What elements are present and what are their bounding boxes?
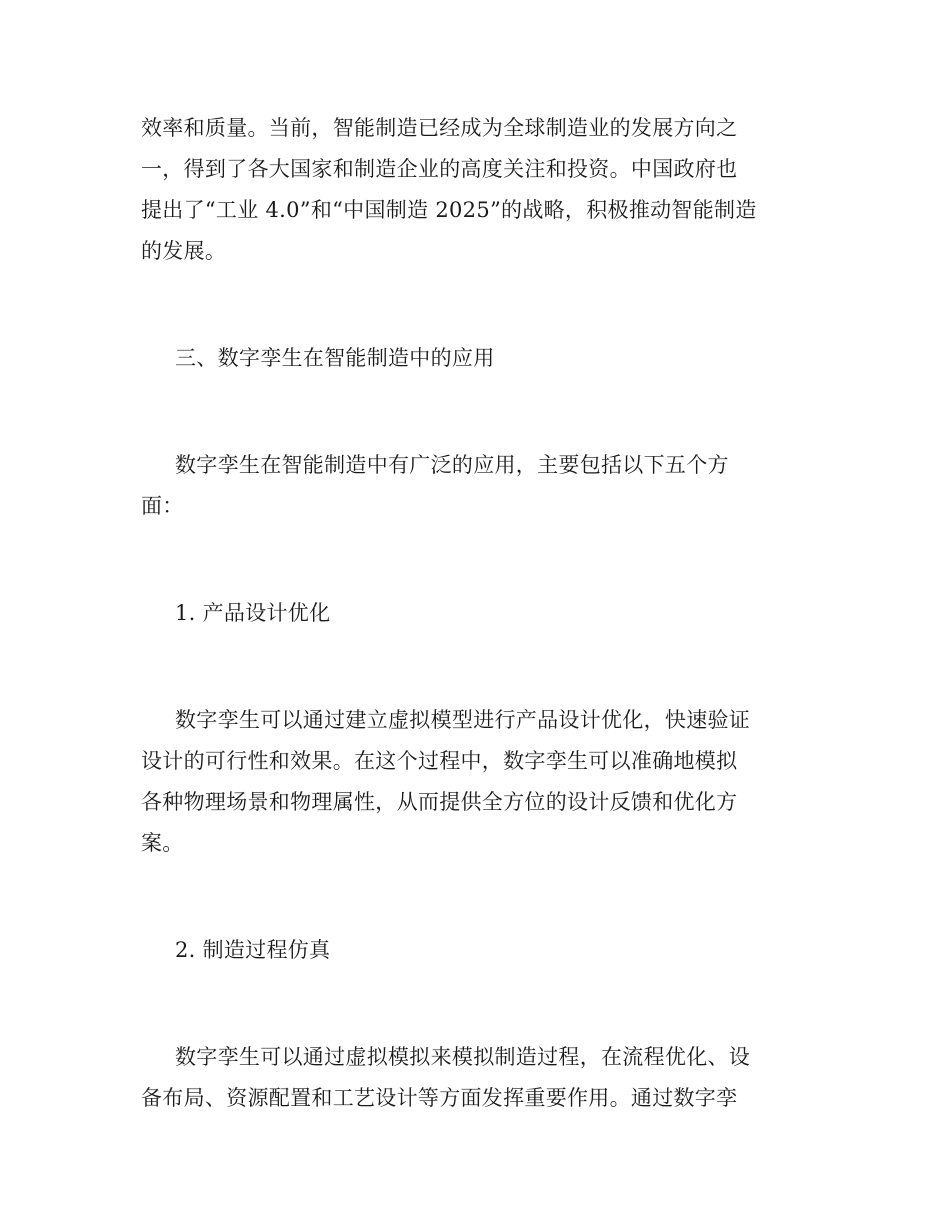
text-line: 备布局、资源配置和工艺设计等方面发挥重要作用。通过数字孪	[141, 1086, 738, 1110]
text-line: 各种物理场景和物理属性，从而提供全方位的设计反馈和优化方	[141, 790, 738, 814]
text-line: 案。	[141, 831, 184, 855]
paragraph-process-simulation	[141, 1037, 809, 1119]
text-line: 设计的可行性和效果。在这个过程中，数字孪生可以准确地模拟	[141, 749, 738, 773]
paragraph-applications	[141, 445, 809, 527]
text-line: 一，得到了各大国家和制造企业的高度关注和投资。中国政府也	[141, 157, 738, 181]
subheading-product-design: 1. 产品设计优化	[175, 601, 331, 625]
text-line: 数字孪生可以通过虚拟模拟来模拟制造过程，在流程优化、设	[175, 1045, 751, 1069]
text-line: 提出了“工业 4.0”和“中国制造 2025”的战略，积极推动智能制造	[141, 198, 757, 222]
text-line: 面：	[141, 494, 184, 518]
text-line: 数字孪生在智能制造中有广泛的应用，主要包括以下五个方	[175, 453, 729, 477]
document-body	[141, 108, 809, 1119]
section-heading-3: 三、数字孪生在智能制造中的应用	[175, 346, 495, 370]
text-line: 效率和质量。当前，智能制造已经成为全球制造业的发展方向之	[141, 116, 738, 140]
paragraph-product-design	[141, 700, 809, 864]
text-line: 数字孪生可以通过建立虚拟模型进行产品设计优化，快速验证	[175, 708, 751, 732]
paragraph-intro	[141, 108, 809, 272]
subheading-process-simulation: 2. 制造过程仿真	[175, 938, 331, 962]
text-line: 的发展。	[141, 239, 227, 263]
